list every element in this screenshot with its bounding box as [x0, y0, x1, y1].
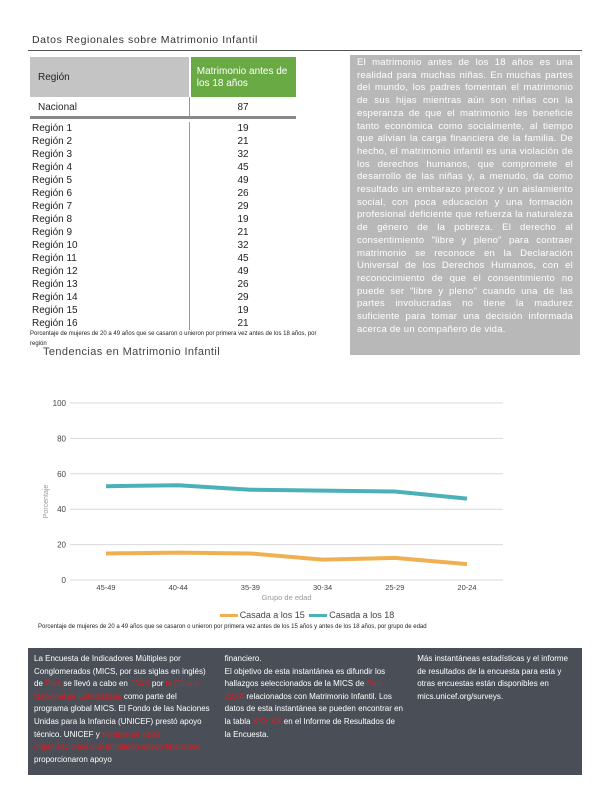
- trend-chart: [0, 390, 612, 610]
- table-header: [30, 57, 296, 97]
- table-row: [30, 226, 296, 239]
- divider: [28, 50, 582, 51]
- cell-value: 19: [237, 305, 249, 316]
- header-marriage: Matrimonio antes de los 18 años: [191, 57, 296, 97]
- footer-col-1: [34, 653, 211, 770]
- table-body: [30, 122, 296, 330]
- y-tick-label: 60: [57, 469, 66, 479]
- cell-value: 26: [237, 188, 249, 199]
- series-line-0: [106, 553, 467, 565]
- text: El objetivo de esta instantánea es difundir los hallazgos seleccionados de la MICS de: [224, 666, 386, 689]
- cell-label: Región 8: [30, 213, 190, 226]
- cell-label: Región 9: [30, 226, 190, 239]
- cell-label: Región 16: [30, 317, 190, 330]
- x-tick-label: 45-49: [96, 583, 116, 592]
- table-row: [30, 148, 296, 161]
- text: financiero.: [224, 654, 262, 663]
- cell-value: 87: [237, 102, 249, 113]
- placeholder-year: 20XX: [130, 679, 150, 689]
- cell-value: 26: [237, 279, 249, 290]
- text: proporcionaron apoyo: [34, 754, 112, 764]
- table-note: Porcentaje de mujeres de 20 a 49 años que se casaron o unieron por primera vez antes de los 18 años, por región: [30, 331, 317, 347]
- cell-value: 49: [237, 266, 249, 277]
- cell-value: 45: [237, 253, 249, 264]
- info-box: El matrimonio antes de los 18 años es una realidad para muchas niñas. En muchas partes del mundo, los padres fomentan el matrimonio de sus hijas mientras aún son niñas con la esperanza de que el matrimonio les beneficie tanto económica como socialmente, al tiempo que alivian la carga financiera de la familia. De hecho, el matrimonio infantil es una violación de los derechos humanos, que compromete el desarrollo de las niñas y, a menudo, da como resultado un embarazo precoz y un aislamiento social, con poca educación y una formación profesional deficiente que refuerza la naturaleza de género de la pobreza. El derecho al consentimiento "libre y pleno" para contraer matrimonio se reconoce en la Declaración Universal de los Derechos Humanos, con el reconocimiento de que el consentimiento no puede ser "libre y pleno" cuando una de las partes involucradas no tiene la madurez suficiente para tomar una decisión informada acerca de un compañero de vida.: [350, 55, 580, 355]
- cell-value: 32: [237, 149, 249, 160]
- cell-value: 21: [237, 318, 249, 329]
- placeholder-table: XXX.XX: [252, 716, 282, 726]
- table-row: [30, 252, 296, 265]
- header-region: Región: [30, 57, 189, 97]
- cell-label: Región 2: [30, 135, 190, 148]
- cell-value: 29: [237, 292, 249, 303]
- cell-value: 19: [237, 123, 249, 134]
- placeholder-country: País: [45, 679, 62, 689]
- table-row: [30, 291, 296, 304]
- cell-label: Región 14: [30, 291, 190, 304]
- cell-label: Región 15: [30, 304, 190, 317]
- table-row: [30, 135, 296, 148]
- cell-label: Región 11: [30, 252, 190, 265]
- y-axis-label: Porcentaje: [43, 484, 50, 519]
- cell-value: 19: [237, 214, 249, 225]
- x-tick-label: 20-24: [457, 583, 477, 592]
- cell-value: 45: [237, 162, 249, 173]
- cell-label: Región 4: [30, 161, 190, 174]
- x-tick-label: 35-39: [240, 583, 260, 592]
- cell-label: Región 3: [30, 148, 190, 161]
- table-row: [30, 304, 296, 317]
- series-line-1: [106, 485, 467, 498]
- footer-col-2: [225, 653, 404, 770]
- cell-label: Región 12: [30, 265, 190, 278]
- legend-swatch-15: [220, 614, 238, 617]
- cell-label: Región 6: [30, 187, 190, 200]
- x-tick-label: 30-34: [313, 583, 333, 592]
- table-row: [30, 213, 296, 226]
- table-row: [30, 278, 296, 291]
- y-tick-label: 100: [52, 399, 66, 408]
- y-tick-label: 80: [57, 434, 66, 444]
- table-row: [30, 239, 296, 252]
- footer-panel: [28, 648, 582, 775]
- cell-value: 32: [237, 240, 249, 251]
- cell-value: 29: [237, 201, 249, 212]
- section-title-trends: Tendencias en Matrimonio Infantil: [43, 346, 221, 358]
- cell-label: Región 10: [30, 239, 190, 252]
- text: en el Informe de Resultados de la Encuesta.: [224, 716, 395, 739]
- chart-note: Porcentaje de mujeres de 20 a 49 años que se casaron o unieron por primera vez antes de los 15 años y antes de los 18 años, por grupo de edad: [38, 624, 427, 630]
- cell-label: Región 7: [30, 200, 190, 213]
- cell-value: 21: [237, 136, 249, 147]
- legend-swatch-18: [309, 614, 327, 617]
- y-tick-label: 20: [57, 540, 66, 550]
- placeholder-country-year: País 20XX: [224, 679, 383, 701]
- section-title-regional: Datos Regionales sobre Matrimonio Infantil: [32, 34, 258, 46]
- table-row: [30, 187, 296, 200]
- legend-label-18: Casada a los 18: [329, 610, 395, 620]
- text: La Encuesta de Indicadores Múltiples por Conglomerados (MICS, por sus siglas en inglés) de: [34, 654, 206, 689]
- chart-legend: [0, 610, 612, 620]
- cell-value: 49: [237, 175, 249, 186]
- x-axis-label: Grupo de edad: [261, 593, 312, 602]
- cell-label: Región 13: [30, 278, 190, 291]
- x-tick-label: 25-29: [385, 583, 405, 592]
- cell-label: Nacional: [30, 97, 190, 116]
- legend-label-15: Casada a los 15: [239, 610, 305, 620]
- y-tick-label: 40: [57, 505, 66, 515]
- cell-label: Región 1: [30, 122, 190, 135]
- footer-col-3: Más instantáneas estadísticas y el informe de resultados de la encuesta para esta y otras encuestas están disponibles en mics.unicef.org/surveys.: [417, 654, 568, 701]
- cell-value: 21: [237, 227, 249, 238]
- table-row: [30, 200, 296, 213]
- placeholder-office: la Oficina Nacional de Estadísticas: [34, 679, 200, 701]
- table-row: [30, 122, 296, 135]
- regional-table: [30, 57, 296, 330]
- text: relacionados con Matrimonio Infantil. Los datos de esta instantánea se pueden encontrar en la tabla: [224, 691, 403, 726]
- text: por: [149, 679, 166, 689]
- table-row-national: [30, 97, 296, 119]
- y-tick-label: 0: [61, 576, 66, 585]
- text: se llevó a cabo en: [61, 679, 131, 689]
- placeholder-orgs: nombre de otras organizaciones que brindaron apoyo financiero: [34, 729, 201, 752]
- table-row: [30, 174, 296, 187]
- cell-label: Región 5: [30, 174, 190, 187]
- text: como parte del programa global MICS. El Fondo de las Naciones Unidas para la Infancia (UNICEF) prestó apoyo técnico. UNICEF y: [34, 691, 210, 739]
- table-row: [30, 161, 296, 174]
- table-row: [30, 265, 296, 278]
- x-tick-label: 40-44: [168, 583, 188, 592]
